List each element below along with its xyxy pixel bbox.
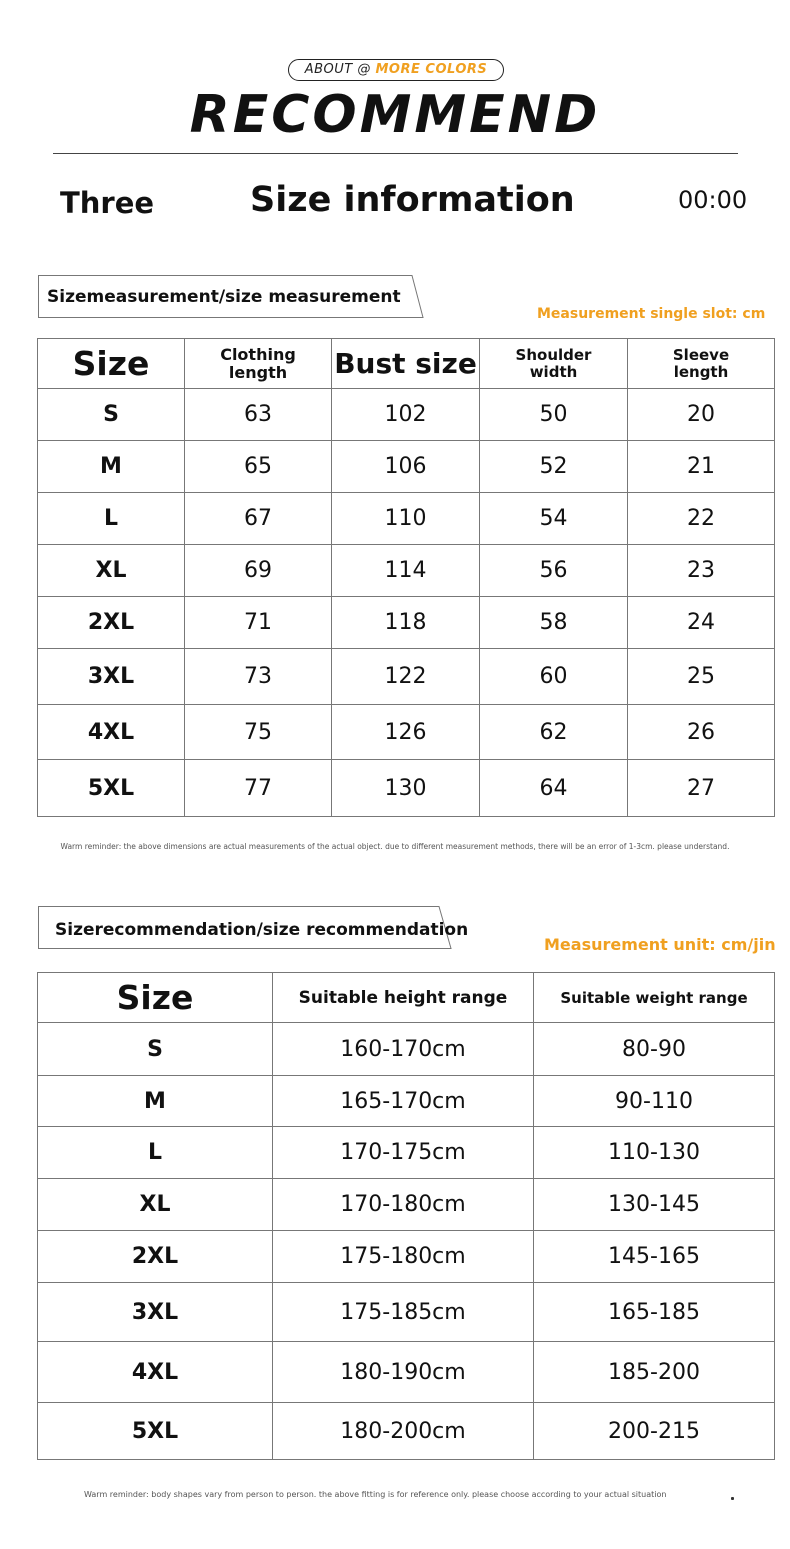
header-size: Size [38,973,273,1023]
cell-size: L [38,493,185,545]
cell-size: S [38,389,185,441]
recommendation-unit-note: Measurement unit: cm/jin [544,935,776,954]
page-title: RECOMMEND [189,85,601,145]
cell-sleeve: 26 [628,705,775,760]
cell-size: 3XL [38,649,185,705]
table-row [38,1023,775,1076]
cell-weight: 90-110 [534,1076,775,1127]
cell-size: S [38,1023,273,1076]
table-row [38,493,775,545]
cell-clothing-length: 77 [185,760,332,817]
cell-sleeve: 25 [628,649,775,705]
table-row [38,1403,775,1460]
cell-weight: 80-90 [534,1023,775,1076]
decorative-dot [731,1497,734,1500]
cell-bust: 114 [332,545,480,597]
table-row [38,760,775,817]
cell-height: 170-180cm [273,1179,534,1231]
cell-bust: 102 [332,389,480,441]
table-row [38,1127,775,1179]
header-size: Size [38,339,185,389]
table-row [38,1342,775,1403]
cell-clothing-length: 63 [185,389,332,441]
cell-height: 180-200cm [273,1403,534,1460]
cell-size: L [38,1127,273,1179]
cell-bust: 126 [332,705,480,760]
cell-size: 2XL [38,597,185,649]
cell-shoulder: 54 [480,493,628,545]
table-row [38,1283,775,1342]
measurement-header-row [38,339,775,389]
cell-shoulder: 50 [480,389,628,441]
table-row [38,597,775,649]
cell-size: 5XL [38,1403,273,1460]
cell-weight: 145-165 [534,1231,775,1283]
recommendation-tag [38,906,469,950]
header-bust-size: Bust size [332,339,480,389]
recommendation-table [37,972,775,1460]
cell-size: 4XL [38,1342,273,1403]
pill-highlight: MORE COLORS [375,62,488,77]
recommendation-reminder: Warm reminder: body shapes vary from person to person. the above fitting is for reference only. please choose according to your actual situation [84,1490,667,1499]
header-height-range: Suitable height range [273,973,534,1023]
measurement-tag-label: Sizemeasurement/size measurement [47,287,401,307]
divider [53,153,738,154]
cell-clothing-length: 71 [185,597,332,649]
cell-height: 180-190cm [273,1342,534,1403]
cell-bust: 130 [332,760,480,817]
cell-clothing-length: 73 [185,649,332,705]
cell-shoulder: 52 [480,441,628,493]
measurement-tag [38,275,424,319]
cell-weight: 200-215 [534,1403,775,1460]
cell-sleeve: 23 [628,545,775,597]
cell-sleeve: 20 [628,389,775,441]
cell-weight: 185-200 [534,1342,775,1403]
table-row [38,441,775,493]
cell-height: 160-170cm [273,1023,534,1076]
table-row [38,705,775,760]
recommendation-header-row [38,973,775,1023]
measurement-reminder: Warm reminder: the above dimensions are actual measurements of the actual object. due to different measurement methods, there will be an error of 1-3cm. please understand. [60,842,730,851]
cell-clothing-length: 67 [185,493,332,545]
cell-weight: 110-130 [534,1127,775,1179]
cell-shoulder: 60 [480,649,628,705]
header-sleeve-length: Sleeve length [628,339,775,389]
cell-bust: 122 [332,649,480,705]
time-label: 00:00 [678,186,748,214]
cell-bust: 118 [332,597,480,649]
cell-size: 3XL [38,1283,273,1342]
cell-size: M [38,1076,273,1127]
table-row [38,1076,775,1127]
pill-prefix: ABOUT @ [304,62,376,77]
measurement-unit-note: Measurement single slot: cm [537,306,766,322]
header-clothing-length: Clothing length [185,339,332,389]
cell-height: 170-175cm [273,1127,534,1179]
cell-shoulder: 64 [480,760,628,817]
cell-shoulder: 62 [480,705,628,760]
recommendation-tag-label: Sizerecommendation/size recommendation [55,920,469,940]
cell-bust: 106 [332,441,480,493]
cell-size: XL [38,1179,273,1231]
cell-height: 175-180cm [273,1231,534,1283]
cell-sleeve: 22 [628,493,775,545]
cell-height: 175-185cm [273,1283,534,1342]
cell-size: 5XL [38,760,185,817]
cell-sleeve: 24 [628,597,775,649]
table-row [38,649,775,705]
cell-sleeve: 21 [628,441,775,493]
cell-size: M [38,441,185,493]
cell-size: XL [38,545,185,597]
header-shoulder-width: Shoulder width [480,339,628,389]
table-row [38,545,775,597]
about-pill [288,59,504,81]
cell-weight: 165-185 [534,1283,775,1342]
cell-clothing-length: 69 [185,545,332,597]
cell-shoulder: 58 [480,597,628,649]
cell-clothing-length: 75 [185,705,332,760]
measurement-table [37,338,775,817]
cell-sleeve: 27 [628,760,775,817]
header-weight-range: Suitable weight range [534,973,775,1023]
left-label: Three [60,186,155,220]
cell-bust: 110 [332,493,480,545]
table-row [38,1231,775,1283]
cell-weight: 130-145 [534,1179,775,1231]
table-row [38,1179,775,1231]
cell-height: 165-170cm [273,1076,534,1127]
cell-size: 4XL [38,705,185,760]
section-title: Size information [250,180,575,220]
cell-shoulder: 56 [480,545,628,597]
cell-clothing-length: 65 [185,441,332,493]
table-row [38,389,775,441]
cell-size: 2XL [38,1231,273,1283]
